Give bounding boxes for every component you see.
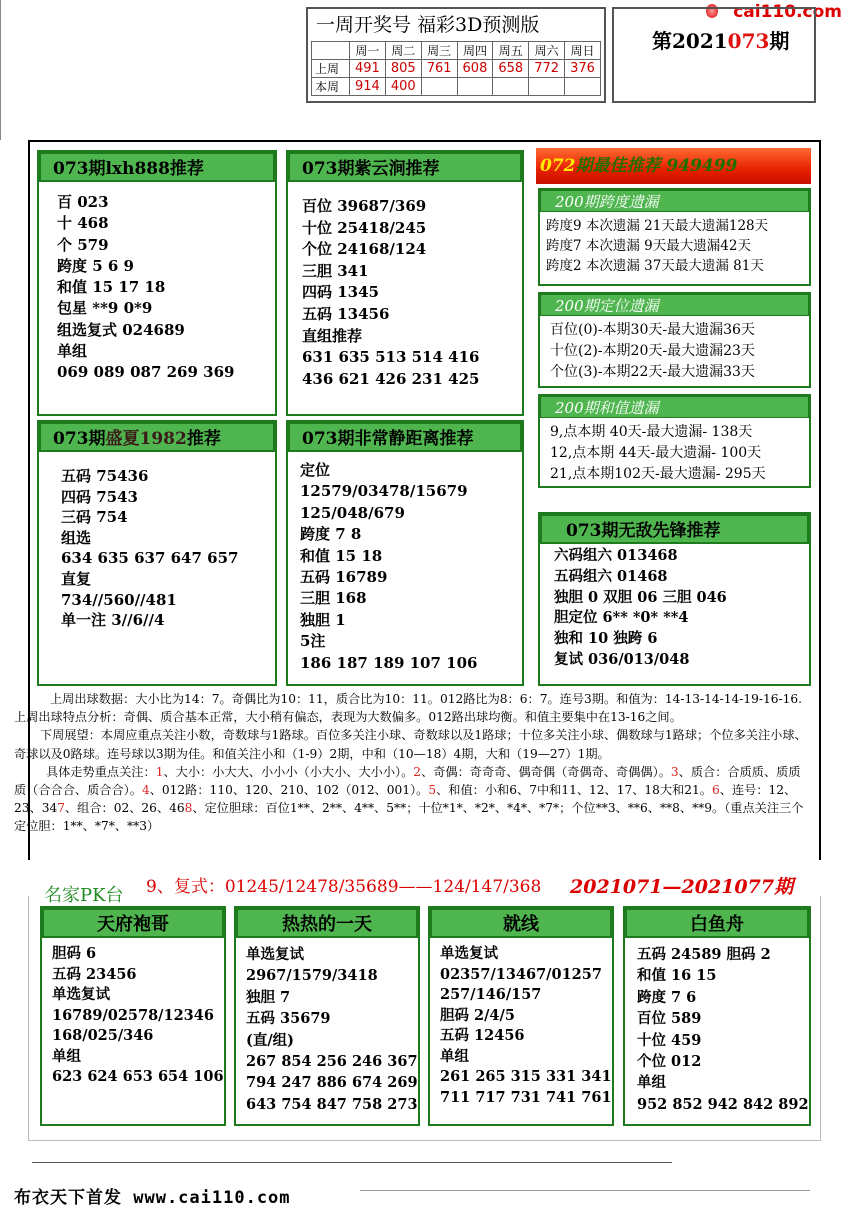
panel-line: 六码组六 013468 [554,547,678,564]
panel-title [39,422,275,452]
pk-line: 和值 16 15 [637,967,717,985]
draw-number [457,78,493,96]
pk-card-baiyuzhou [623,906,811,1126]
analysis-segment: 具体走势重点关注： [46,764,156,779]
panel-line: 单一注 3//6//4 [61,611,165,630]
this-week-row [312,78,601,96]
this-week-label: 本周 [312,78,350,96]
analysis-number: 5 [428,783,437,798]
pk-line: 16789/02578/12346 [52,1006,214,1024]
analysis-number: 1 [155,764,164,779]
panel-line: 12579/03478/15679 [300,482,468,501]
pk-line: 711 717 731 741 761 [440,1088,612,1106]
draw-number: 761 [421,60,457,78]
pk-line: 794 247 886 674 269 [246,1074,418,1092]
panel-line: 631 635 513 514 416 [302,348,480,367]
panel-body [288,452,522,674]
panel-line: 四码 1345 [302,283,379,302]
pk-line: 跨度 7 6 [637,988,697,1006]
panel-body [39,182,275,384]
issue-prefix: 第2021 [652,29,728,53]
best-pick-banner [536,148,811,184]
panel-line: 和值 15 17 18 [57,278,166,297]
analysis-text [14,690,812,836]
pk-line: 独胆 7 [246,988,291,1006]
day-header-row [312,42,601,60]
panel-line: 百位 39687/369 [302,197,427,215]
analysis-number: 4 [141,783,150,798]
analysis-number: 7 [57,801,65,816]
omission-row: 21,点本期102天-最大遗漏- 295天 [550,466,766,482]
analysis-segment: 、质合：合质质、质质质（合合合、质合合）。 [14,764,801,798]
panel-title: 073期无敌先锋推荐 [540,514,809,544]
panel-line: 十 468 [57,214,109,233]
draw-number [529,78,565,96]
panel-body [540,544,809,671]
panel-line: 个 579 [57,235,109,254]
panel-shengxia [37,420,277,686]
pk-card-title: 天府袍哥 [42,908,224,938]
panel-line: 三码 754 [61,508,128,527]
analysis-number: 3 [670,764,679,779]
panel-line: 复试 036/013/048 [554,650,690,668]
panel-line: 三胆 168 [300,589,367,608]
panel-line: 和值 15 18 [300,546,383,565]
draw-number [493,78,529,96]
position-omission-title: 200期定位遗漏 [540,294,809,316]
pk-line: (直/组) [246,1031,295,1049]
panel-title: 073期lxh888推荐 [39,152,275,182]
panel-line: 跨度 7 8 [300,525,362,544]
issue-suffix: 期 [769,29,790,53]
panel-line: 个位 24168/124 [302,240,427,259]
pk-line: 643 754 847 758 273 [246,1095,418,1113]
pk-card-body [625,938,809,1115]
panel-lxh888 [37,150,277,416]
pk-line: 261 265 315 331 341 [440,1068,612,1085]
panel-line: 跨度 5 6 9 [57,256,134,275]
pk-card-body [430,938,612,1108]
pk-card-title: 热热的一天 [236,908,418,938]
day-cell: 周日 [565,42,601,60]
pk-card-tianfu [40,906,226,1126]
omission-row: 12,点本期 44天-最大遗漏- 100天 [550,445,762,461]
pk-line: 五码 23456 [52,965,137,983]
panel-line: 独胆 1 [300,610,346,629]
pk-line: 2967/1579/3418 [246,967,378,985]
panel-line: 069 089 087 269 369 [57,363,235,382]
panel-line: 定位 [300,461,331,479]
last-week-label: 上周 [312,60,350,78]
sum-omission-body [540,418,809,485]
issue-box [612,7,816,103]
pk-line: 267 854 256 246 367 [246,1053,418,1071]
footer-underline [360,1190,810,1191]
site-link-top[interactable]: cai110.com [733,2,842,22]
analysis-paragraph: 下周展望：本周应重点关注小数，奇数球与1路球。百位多关注小球、奇数球以及1路球；十位多关注小球、偶数球与1路球；个位多关注小球、奇球以及0路球。连号球以3期为佳。和值关注小和（1-9）2期，中和（10—18）4期，大和（19—27）1期。 [14,728,807,761]
panel-line: 125/048/679 [300,503,405,522]
left-margin-line [0,0,1,140]
pk-line: 单组 [637,1074,666,1092]
panel-title-highlight: 盛夏1982 [105,429,187,449]
pk-line: 百位 589 [637,1010,702,1028]
analysis-segment: 、012路：110、120、210、102（012、001）。 [149,783,429,798]
analysis-number: 2 [413,764,422,779]
pk-issue-range: 2021071—2021077期 [570,876,794,898]
pk-line: 五码 35679 [246,1010,331,1028]
panel-line: 三胆 341 [302,261,369,280]
weekly-draw-table [306,7,606,103]
panel-title-pre: 073期 [53,429,106,449]
omission-row: 跨度9 本次遗漏 21天最大遗漏128天 [546,218,769,234]
panel-line: 胆定位 6** *0* **4 [554,609,689,627]
pk-card-title: 白鱼舟 [625,908,809,938]
draw-number [565,78,601,96]
panel-line: 四码 7543 [61,487,138,506]
omission-row: 9,点本期 40天-最大遗漏- 138天 [550,424,753,440]
omission-row: 个位(3)-本期22天-最大遗漏33天 [550,364,755,380]
pk-line: 952 852 942 842 892 [637,1095,809,1113]
panel-line: 十位 25418/245 [302,218,427,237]
panel-body [39,452,275,631]
analysis-paragraph [14,763,812,836]
panel-line: 186 187 189 107 106 [300,653,478,672]
span-omission-title: 200期跨度遗漏 [540,190,809,212]
draw-number: 491 [350,60,386,78]
pk-card-rere [234,906,420,1126]
panel-line: 直复 [61,569,92,588]
day-cell: 周三 [421,42,457,60]
day-cell: 周二 [385,42,421,60]
omission-row: 百位(0)-本期30天-最大遗漏36天 [550,322,755,338]
sum-omission-title: 200期和值遗漏 [540,396,809,418]
pk-card-jiuxian [428,906,614,1126]
pk-line: 单组 [52,1047,81,1065]
draw-grid [311,41,601,96]
day-cell: 周一 [350,42,386,60]
panel-wudi [538,512,811,686]
panel-title-post: 推荐 [186,429,221,449]
panel-line: 组选复式 024689 [57,320,185,339]
bottom-divider [32,1162,672,1163]
best-pick-text: 期最佳推荐 949499 [575,156,738,176]
pk-line: 五码 24589 胆码 2 [637,946,771,963]
analysis-segment: 、定位胆球：百位1**、2**、4**、5**；十位*1*、*2*、*4*、*7*；个位**3、**6、**8、**9。（重点关注三个定位胆：1**、*7*、**3） [14,801,804,834]
analysis-segment: 、和值：小和6、7中和11、12、17、18大和21。 [436,783,712,798]
panel-line: 634 635 637 647 657 [61,549,239,568]
issue-number [652,25,789,54]
analysis-segment: 、奇偶：奇奇奇、偶奇偶（奇偶奇、奇偶偶）。 [421,764,671,779]
panel-title: 073期非常静距离推荐 [288,422,522,452]
panel-ziyunjian [286,150,524,416]
pk-line: 五码 12456 [440,1027,525,1044]
pk-line: 单组 [440,1047,469,1065]
analysis-segment: 、组合：02、26、46 [64,801,185,816]
analysis-number: 8 [184,801,193,816]
pk-compound-line: 9、复式：01245/12478/35689——124/147/368 [146,877,542,897]
panel-line: 直组推荐 [302,326,363,345]
pk-line: 168/025/346 [52,1027,154,1044]
sum-omission-card [538,394,811,488]
panel-line: 组选 [61,528,92,547]
panel-line: 五码 13456 [302,304,390,323]
footer-site-text[interactable]: 布衣天下首发 www.cai110.com [14,1188,291,1206]
draw-number: 376 [565,60,601,78]
pk-line: 单选复试 [246,946,304,963]
pk-card-body [236,938,418,1115]
panel-line: 单组 [57,342,88,361]
pk-line: 个位 012 [637,1053,702,1071]
pk-line: 257/146/157 [440,986,542,1003]
pk-line: 十位 459 [637,1031,702,1049]
span-omission-card [538,188,811,286]
draw-number: 658 [493,60,529,78]
last-week-row [312,60,601,78]
corner-cell [312,42,350,60]
panel-line: 百 023 [57,193,109,211]
analysis-paragraph: 上周出球数据：大小比为14：7。奇偶比为10：11，质合比为10：11。012路比为8：6：7。连号3期。和值为：14-13-14-14-19-16-16.上周出球特点分析：奇偶、质合基本正常，大小稍有偏态，表现为大数偏多。012路出球均衡。和值主要集中在13-16之间。 [14,692,803,725]
panel-line: 5注 [300,632,326,651]
pk-line: 02357/13467/01257 [440,965,602,983]
panel-line: 独和 10 独跨 6 [554,630,658,648]
panel-body [288,182,522,390]
pk-line: 单选复试 [440,945,498,962]
panel-line: 五码 16789 [300,568,388,587]
weekly-draw-title: 一周开奖号 福彩3D预测版 [316,14,540,36]
draw-number: 400 [385,78,421,96]
panel-line: 五码 75436 [61,467,149,485]
pk-card-title: 就线 [430,908,612,938]
best-pick-issue: 072 [540,156,576,176]
day-cell: 周四 [457,42,493,60]
panel-line: 734//560//481 [61,590,177,609]
draw-number [421,78,457,96]
analysis-number: 6 [712,783,720,798]
draw-number: 608 [457,60,493,78]
draw-number: 914 [350,78,386,96]
panel-line: 436 621 426 231 425 [302,369,480,388]
panel-jingjuli [286,420,524,686]
pk-label: 名家PK台 [44,885,124,906]
issue-highlight: 073 [727,29,770,53]
panel-line: 五码组六 01468 [554,567,668,585]
analysis-segment: 、大小：小大大、小小小（小大小、大小小）。 [163,764,414,779]
pk-line: 胆码 6 [52,945,97,962]
panel-line: 独胆 0 双胆 06 三胆 046 [554,588,727,606]
omission-row: 跨度2 本次遗漏 37天最大遗漏 81天 [546,258,764,274]
analysis-segment: 、连号：12、23、34 [14,783,797,816]
pk-card-body [42,938,224,1088]
position-omission-card [538,292,811,388]
panel-title: 073期紫云涧推荐 [288,152,522,182]
pk-line: 单选复试 [52,986,110,1003]
pk-line: 623 624 653 654 106 [52,1068,224,1085]
day-cell: 周六 [529,42,565,60]
pk-line: 胆码 2/4/5 [440,1006,515,1024]
draw-number: 805 [385,60,421,78]
omission-row: 十位(2)-本期20天-最大遗漏23天 [550,343,755,359]
day-cell: 周五 [493,42,529,60]
omission-row: 跨度7 本次遗漏 9天最大遗漏42天 [546,238,751,254]
span-omission-body [540,212,809,276]
position-omission-body [540,316,809,383]
draw-number: 772 [529,60,565,78]
panel-line: 包星 **9 0*9 [57,299,153,318]
